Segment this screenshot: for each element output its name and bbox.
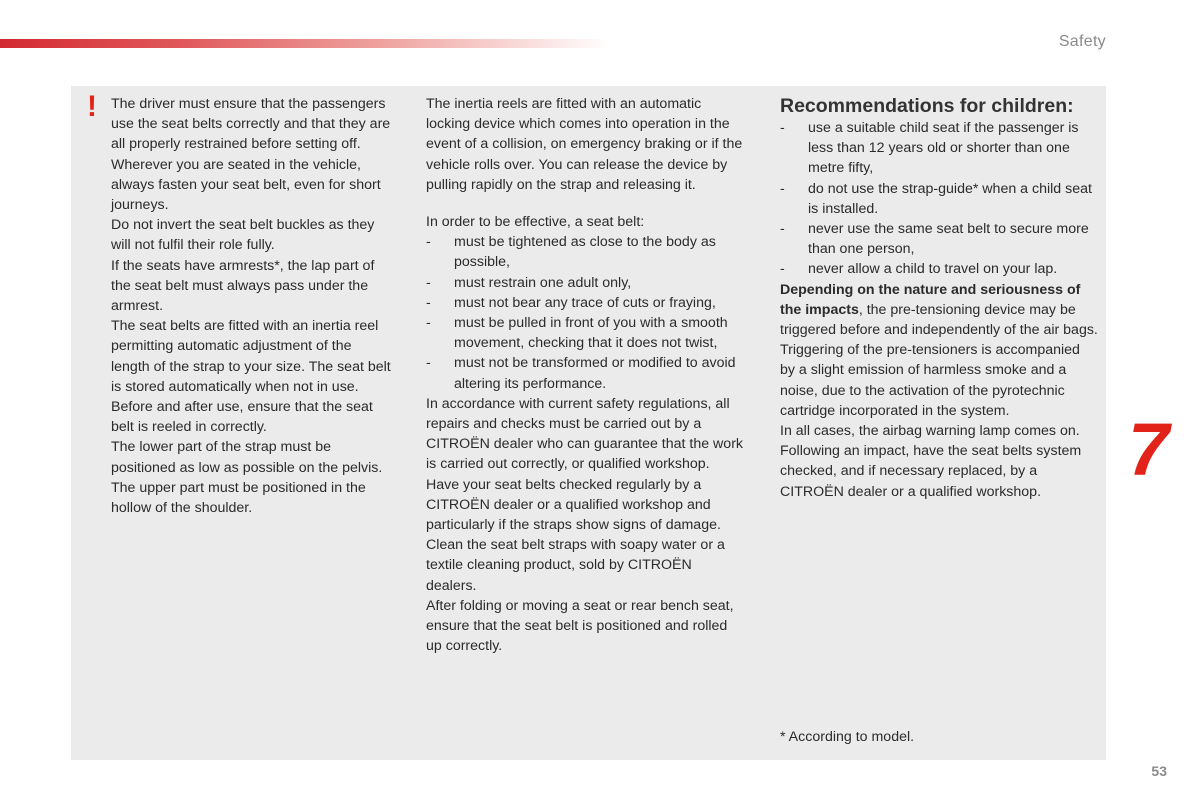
children-heading: Recommendations for children: — [780, 95, 1074, 117]
paragraph: The inertia reels are fitted with an automatic locking device which comes into operation in the event of a collision, on emergency braking or if the vehicle rolls over. You can release the device by pulling rapidly on the strap and releasing it. — [426, 96, 743, 193]
impact-text: , the pre-tensioning device may be triggered before and independently of the air bags. Triggering of the pre-tensioners is accompanied by a slight emission of harmless smoke and a noise, due to the activation of the pyrotechnic cartridge incorporated in the system. — [780, 301, 1098, 419]
seat-belt-column — [426, 94, 746, 656]
chapter-number: 7 — [1128, 408, 1170, 491]
list-item: - never allow a child to travel on your lap. — [780, 259, 1098, 279]
children-column — [780, 94, 1098, 502]
paragraph: Before and after use, ensure that the seat belt is reeled in correctly. — [111, 399, 373, 436]
list-item: - must not be transformed or modified to avoid altering its performance. — [426, 353, 746, 393]
list-item: - use a suitable child seat if the passenger is less than 12 years old or shorter than one metre fifty, — [780, 118, 1098, 179]
paragraph: In accordance with current safety regulations, all repairs and checks must be carried out by a CITROËN dealer who can guarantee that the work is carried out correctly, or qualified workshop. — [426, 395, 744, 473]
paragraph: If the seats have armrests*, the lap part of the seat belt must always pass under the armrest. — [111, 257, 375, 315]
footnote: * According to model. — [780, 729, 915, 745]
page-number: 53 — [1151, 763, 1167, 779]
section-title: Safety — [1058, 33, 1106, 50]
warning-column — [111, 94, 391, 518]
paragraph: Clean the seat belt straps with soapy water or a textile cleaning product, sold by CITROËN dealers. — [426, 537, 725, 594]
requirements-list — [426, 232, 746, 394]
header-accent-bar — [0, 39, 610, 48]
paragraph: The driver must ensure that the passengers use the seat belts correctly and that they are all properly restrained before setting off. — [111, 96, 391, 153]
impact-bold-text: Depending on the nature and seriousness of the impacts — [780, 281, 1081, 318]
paragraph: After folding or moving a seat or rear bench seat, ensure that the seat belt is positioned and rolled up correctly. — [426, 597, 734, 655]
list-item: - must be pulled in front of you with a smooth movement, checking that it does not twist, — [426, 313, 746, 353]
list-title: In order to be effective, a seat belt: — [426, 214, 645, 231]
paragraph: Following an impact, have the seat belts system checked, and if necessary replaced, by a CITROËN dealer or a qualified workshop. — [780, 443, 1082, 500]
list-item: - do not use the strap-guide* when a child seat is installed. — [780, 179, 1098, 219]
list-item: - must restrain one adult only, — [426, 273, 746, 293]
impact-paragraph — [780, 280, 1098, 421]
paragraph: Wherever you are seated in the vehicle, always fasten your seat belt, even for short journeys. — [111, 156, 381, 214]
paragraph: The seat belts are fitted with an inertia reel permitting automatic adjustment of the length of the strap to your size. The seat belt is stored automatically when not in use. — [111, 318, 391, 395]
paragraph: The lower part of the strap must be positioned as low as possible on the pelvis. — [111, 439, 383, 476]
list-item: - must be tightened as close to the body as possible, — [426, 232, 746, 272]
children-list — [780, 118, 1098, 280]
exclamation-icon: ! — [87, 90, 97, 123]
list-item: - must not bear any trace of cuts or fraying, — [426, 293, 746, 313]
paragraph: Do not invert the seat belt buckles as they will not fulfil their role fully. — [111, 217, 375, 254]
paragraph: Have your seat belts checked regularly by a CITROËN dealer or a qualified workshop and particularly if the straps show signs of damage. — [426, 476, 721, 534]
list-item: - never use the same seat belt to secure more than one person, — [780, 219, 1098, 259]
paragraph: The upper part must be positioned in the hollow of the shoulder. — [111, 479, 366, 517]
paragraph: In all cases, the airbag warning lamp comes on. — [780, 423, 1080, 440]
